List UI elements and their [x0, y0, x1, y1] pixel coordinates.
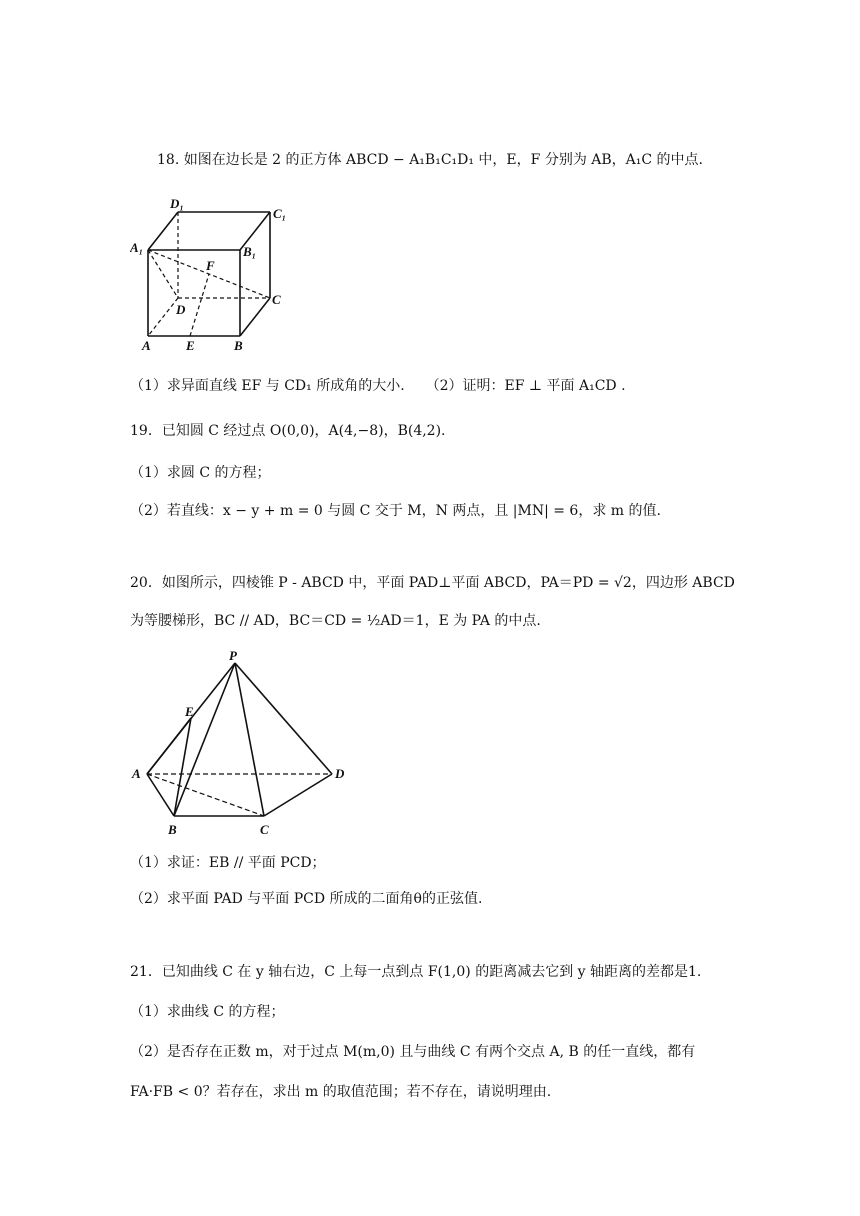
q20-stem-line2: 为等腰梯形，BC // AD，BC＝CD = ½AD＝1，E 为 PA 的中点. [130, 613, 541, 629]
label-D: D [335, 766, 345, 781]
label-D: D [176, 302, 186, 317]
label-B: B [234, 338, 243, 353]
label-D1: D₁ [170, 196, 184, 211]
label-B1: B₁ [243, 244, 257, 259]
label-P: P [229, 648, 237, 663]
label-C: C [272, 292, 281, 307]
q21-stem: 21．已知曲线 C 在 y 轴右边，C 上每一点到点 F(1,0) 的距离减去它到 y 轴距离的差都是1. [130, 964, 702, 980]
q20-stem-line1: 20．如图所示，四棱锥 P - ABCD 中，平面 PAD⊥平面 ABCD，PA＝PD = √2，四边形 ABCD [130, 575, 735, 591]
q20-part2: （2）求平面 PAD 与平面 PCD 所成的二面角θ的正弦值. [130, 891, 483, 907]
q18-stem: 18. 如图在边长是 2 的正方体 ABCD − A₁B₁C₁D₁ 中，E，F 分别为 AB，A₁C 的中点. [157, 152, 703, 168]
label-F: F [206, 258, 215, 273]
q21-part2-line1: （2）是否存在正数 m，对于过点 M(m,0) 且与曲线 C 有两个交点 A, B 的任一直线，都有 [130, 1044, 696, 1060]
label-A: A [132, 766, 141, 781]
label-C1: C₁ [273, 206, 287, 221]
q19-part1: （1）求圆 C 的方程； [130, 465, 271, 481]
label-C: C [260, 822, 269, 837]
pyramid-figure [128, 648, 353, 840]
label-E: E [185, 704, 194, 719]
q19-part2: （2）若直线：x − y + m = 0 与圆 C 交于 M，N 两点，且 |MN| = 6，求 m 的值. [130, 503, 661, 519]
label-B: B [168, 822, 177, 837]
cube-figure [130, 190, 300, 355]
label-A1: A₁ [130, 240, 144, 255]
q18-parts: （1）求异面直线 EF 与 CD₁ 所成角的大小. （2）证明：EF ⊥ 平面 A₁CD . [130, 378, 626, 394]
label-A: A [142, 338, 151, 353]
q20-part1: （1）求证：EB // 平面 PCD； [130, 855, 326, 871]
q21-part1: （1）求曲线 C 的方程； [130, 1004, 285, 1020]
q21-part2-line2: FA·FB < 0？若存在，求出 m 的取值范围；若不存在，请说明理由. [130, 1084, 552, 1100]
q19-stem: 19．已知圆 C 经过点 O(0,0)，A(4,−8)，B(4,2). [130, 423, 446, 439]
label-E: E [186, 338, 195, 353]
